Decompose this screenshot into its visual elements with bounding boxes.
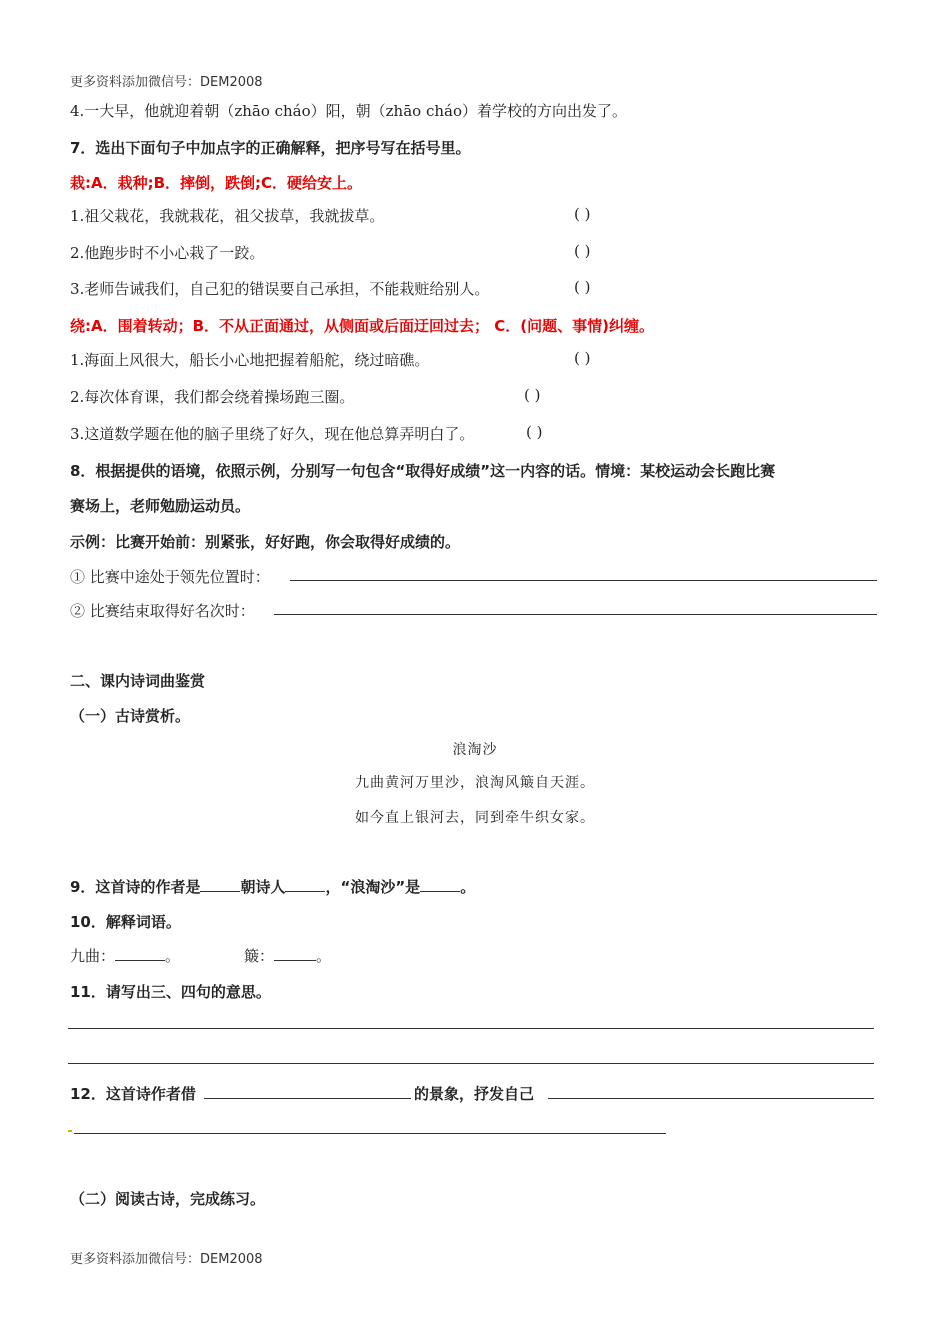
poem-title: 浪淘沙 xyxy=(452,742,498,758)
q9-part-3: ，“浪淘沙”是 xyxy=(325,878,421,896)
answer-blank[interactable] xyxy=(115,946,165,961)
answer-line[interactable] xyxy=(274,614,877,615)
answer-line[interactable] xyxy=(290,580,877,581)
answer-line[interactable] xyxy=(74,1133,666,1134)
q11-title: 11．请写出三、四句的意思。 xyxy=(70,983,271,1001)
q7-definition-rao: 绕:A．围着转动；B．不从正面通过，从侧面或后面迂回过去； C．(问题、事情)纠缠。 xyxy=(70,317,654,335)
answer-line[interactable] xyxy=(204,1098,411,1099)
q9 xyxy=(70,876,475,897)
q8-prompt-2: ② 比赛结束取得好名次时： xyxy=(70,602,255,620)
answer-paren[interactable]: ( ) xyxy=(526,423,543,441)
answer-line[interactable] xyxy=(68,1028,874,1029)
q10-term-1: 九曲： xyxy=(70,947,116,965)
q9-part-2: 朝诗人 xyxy=(240,878,286,896)
q7-zai-item-3: 3.老师告诫我们，自己犯的错误要自己承担，不能栽赃给别人。 xyxy=(70,280,490,298)
q7-rao-item-3: 3.这道数学题在他的脑子里绕了好久，现在他总算弄明白了。 xyxy=(70,425,475,443)
answer-blank[interactable] xyxy=(420,877,460,892)
header-note: 更多资料添加微信号：DEM2008 xyxy=(70,75,263,90)
section-title: 二、课内诗词曲鉴赏 xyxy=(70,672,206,690)
subsection-title-2: （二）阅读古诗，完成练习。 xyxy=(70,1190,266,1208)
q7-zai-item-1: 1.祖父栽花，我就栽花，祖父拔草，我就拔草。 xyxy=(70,207,385,225)
answer-line[interactable] xyxy=(548,1098,874,1099)
q10-term-2: 簸： xyxy=(244,947,275,965)
q7-title: 7．选出下面句子中加点字的正确解释，把序号写在括号里。 xyxy=(70,139,471,157)
q9-part-4: 。 xyxy=(460,878,476,896)
cursor-mark xyxy=(68,1130,72,1132)
q10-end-2: 。 xyxy=(316,947,332,965)
answer-paren[interactable]: ( ) xyxy=(574,205,591,223)
answer-blank[interactable] xyxy=(274,946,316,961)
answer-line[interactable] xyxy=(68,1063,874,1064)
q7-rao-item-1: 1.海面上风很大，船长小心地把握着船舵，绕过暗礁。 xyxy=(70,351,430,369)
answer-paren[interactable]: ( ) xyxy=(574,278,591,296)
answer-blank[interactable] xyxy=(200,877,240,892)
poem-line-2: 如今直上银河去，同到牵牛织女家。 xyxy=(355,810,595,826)
q10-title: 10．解释词语。 xyxy=(70,913,181,931)
q10-terms xyxy=(70,945,331,966)
q8-title-line2: 赛场上，老师勉励运动员。 xyxy=(70,497,251,515)
q4-line: 4.一大早，他就迎着朝（zhāo cháo）阳，朝（zhāo cháo）着学校的方向出发了。 xyxy=(70,102,627,120)
answer-paren[interactable]: ( ) xyxy=(574,242,591,260)
q12-part-1: 12．这首诗作者借 xyxy=(70,1085,196,1103)
q7-definition-zai: 栽:A．栽种;B．摔倒，跌倒;C．硬给安上。 xyxy=(70,174,363,192)
q8-example: 示例：比赛开始前：别紧张，好好跑，你会取得好成绩的。 xyxy=(70,533,461,551)
subsection-title: （一）古诗赏析。 xyxy=(70,707,191,725)
q12-part-2: 的景象，抒发自己 xyxy=(414,1085,535,1103)
footer-note: 更多资料添加微信号：DEM2008 xyxy=(70,1252,263,1267)
answer-paren[interactable]: ( ) xyxy=(524,386,541,404)
q10-end-1: 。 xyxy=(165,947,181,965)
q7-zai-item-2: 2.他跑步时不小心栽了一跤。 xyxy=(70,244,265,262)
answer-paren[interactable]: ( ) xyxy=(574,349,591,367)
answer-blank[interactable] xyxy=(285,877,325,892)
q8-title-line1: 8．根据提供的语境，依照示例，分别写一句包含“取得好成绩”这一内容的话。情境：某校运动会长跑比赛 xyxy=(70,462,776,480)
q7-rao-item-2: 2.每次体育课，我们都会绕着操场跑三圈。 xyxy=(70,388,355,406)
poem-line-1: 九曲黄河万里沙，浪淘风簸自天涯。 xyxy=(355,775,595,791)
q8-prompt-1: ① 比赛中途处于领先位置时： xyxy=(70,568,270,586)
q9-part-1: 9．这首诗的作者是 xyxy=(70,878,201,896)
